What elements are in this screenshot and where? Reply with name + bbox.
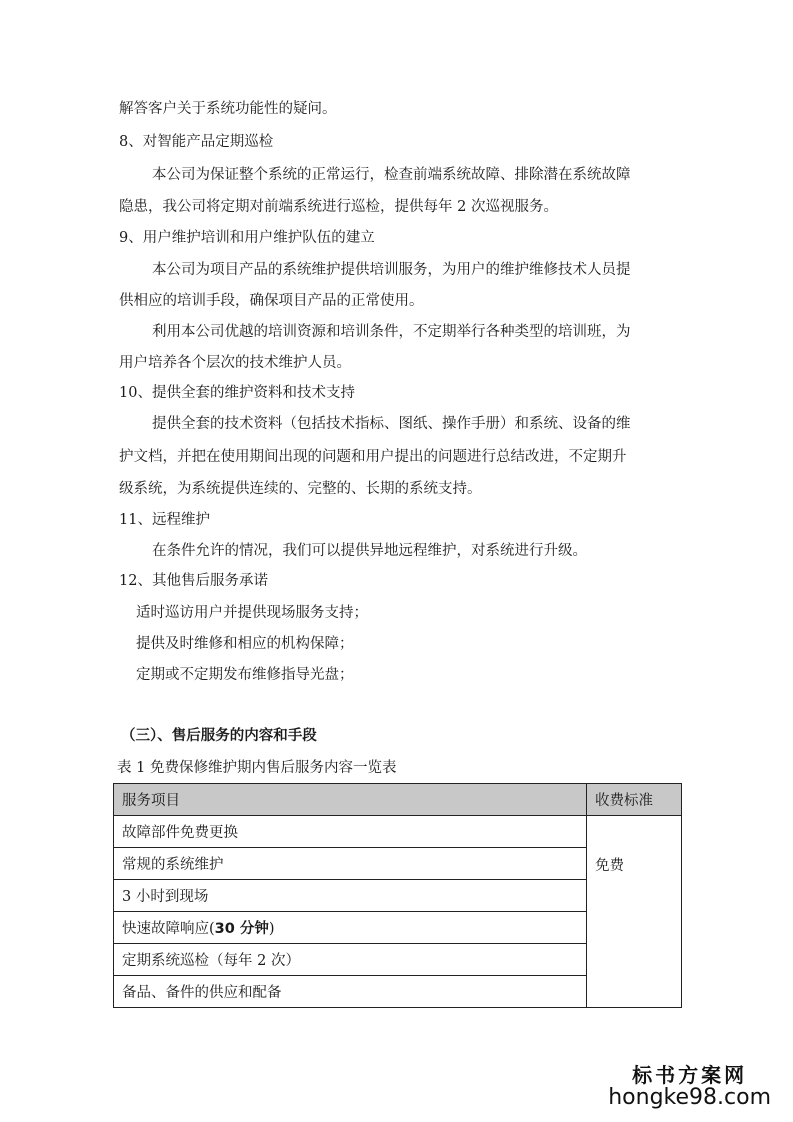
- commitment-line: 适时巡访用户并提供现场服务支持；: [136, 605, 368, 621]
- paragraph-line: 级系统，为系统提供连续的、完整的、长期的系统支持。: [119, 481, 482, 497]
- item-heading-9: 9、用户维护培训和用户维护队伍的建立: [119, 230, 375, 246]
- table-row: [114, 816, 682, 848]
- service-item: 3 小时到现场: [114, 880, 587, 912]
- paragraph-line: 提供全套的技术资料（包括技术指标、图纸、操作手册）和系统、设备的维: [152, 416, 631, 432]
- header-fee-standard: 收费标准: [587, 784, 682, 816]
- response-time: 30 分钟: [214, 921, 269, 937]
- paragraph-line: 在条件允许的情况，我们可以提供异地远程维护，对系统进行升级。: [152, 543, 587, 559]
- response-suffix: ): [268, 921, 275, 937]
- commitment-line: 定期或不定期发布维修指导光盘；: [136, 667, 354, 683]
- item-heading-11: 11、远程维护: [119, 512, 210, 528]
- paragraph-line: 利用本公司优越的培训资源和培训条件，不定期举行各种类型的培训班，为: [152, 324, 631, 340]
- table-caption: 表 1 免费保修维护期内售后服务内容一览表: [117, 760, 397, 776]
- service-item: 备品、备件的供应和配备: [114, 976, 587, 1008]
- item-heading-10: 10、提供全套的维护资料和技术支持: [119, 385, 355, 401]
- paragraph-line: 本公司为保证整个系统的正常运行，检查前端系统故障、排除潜在系统故障: [152, 167, 631, 183]
- response-prefix: 快速故障响应(: [122, 921, 215, 937]
- paragraph-line: 供相应的培训手段，确保项目产品的正常使用。: [119, 293, 424, 309]
- watermark-logo: [608, 1064, 771, 1110]
- fee-value: 免费: [587, 816, 682, 1008]
- paragraph-line: 解答客户关于系统功能性的疑问。: [119, 101, 337, 117]
- watermark-domain: hongke98.com: [608, 1085, 771, 1110]
- service-item: 故障部件免费更换: [114, 816, 587, 848]
- paragraph-line: 隐患，我公司将定期对前端系统进行巡检，提供每年 2 次巡视服务。: [119, 199, 558, 215]
- table-header-row: [114, 784, 682, 816]
- service-item: 定期系统巡检（每年 2 次）: [114, 944, 587, 976]
- commitment-line: 提供及时维修和相应的机构保障；: [136, 636, 354, 652]
- item-heading-8: 8、对智能产品定期巡检: [119, 134, 274, 150]
- header-service-item: 服务项目: [114, 784, 587, 816]
- service-item-response: [114, 912, 587, 944]
- item-heading-12: 12、其他售后服务承诺: [119, 573, 268, 589]
- section-heading: （三）、售后服务的内容和手段: [121, 728, 317, 744]
- watermark-title: 标书方案网: [632, 1063, 748, 1087]
- paragraph-line: 护文档，并把在使用期间出现的问题和用户提出的问题进行总结改进，不定期升: [119, 449, 627, 465]
- service-item: 常规的系统维护: [114, 848, 587, 880]
- paragraph-line: 本公司为项目产品的系统维护提供培训服务，为用户的维护维修技术人员提: [152, 262, 631, 278]
- paragraph-line: 用户培养各个层次的技术维护人员。: [119, 355, 351, 371]
- service-table: [113, 783, 682, 1008]
